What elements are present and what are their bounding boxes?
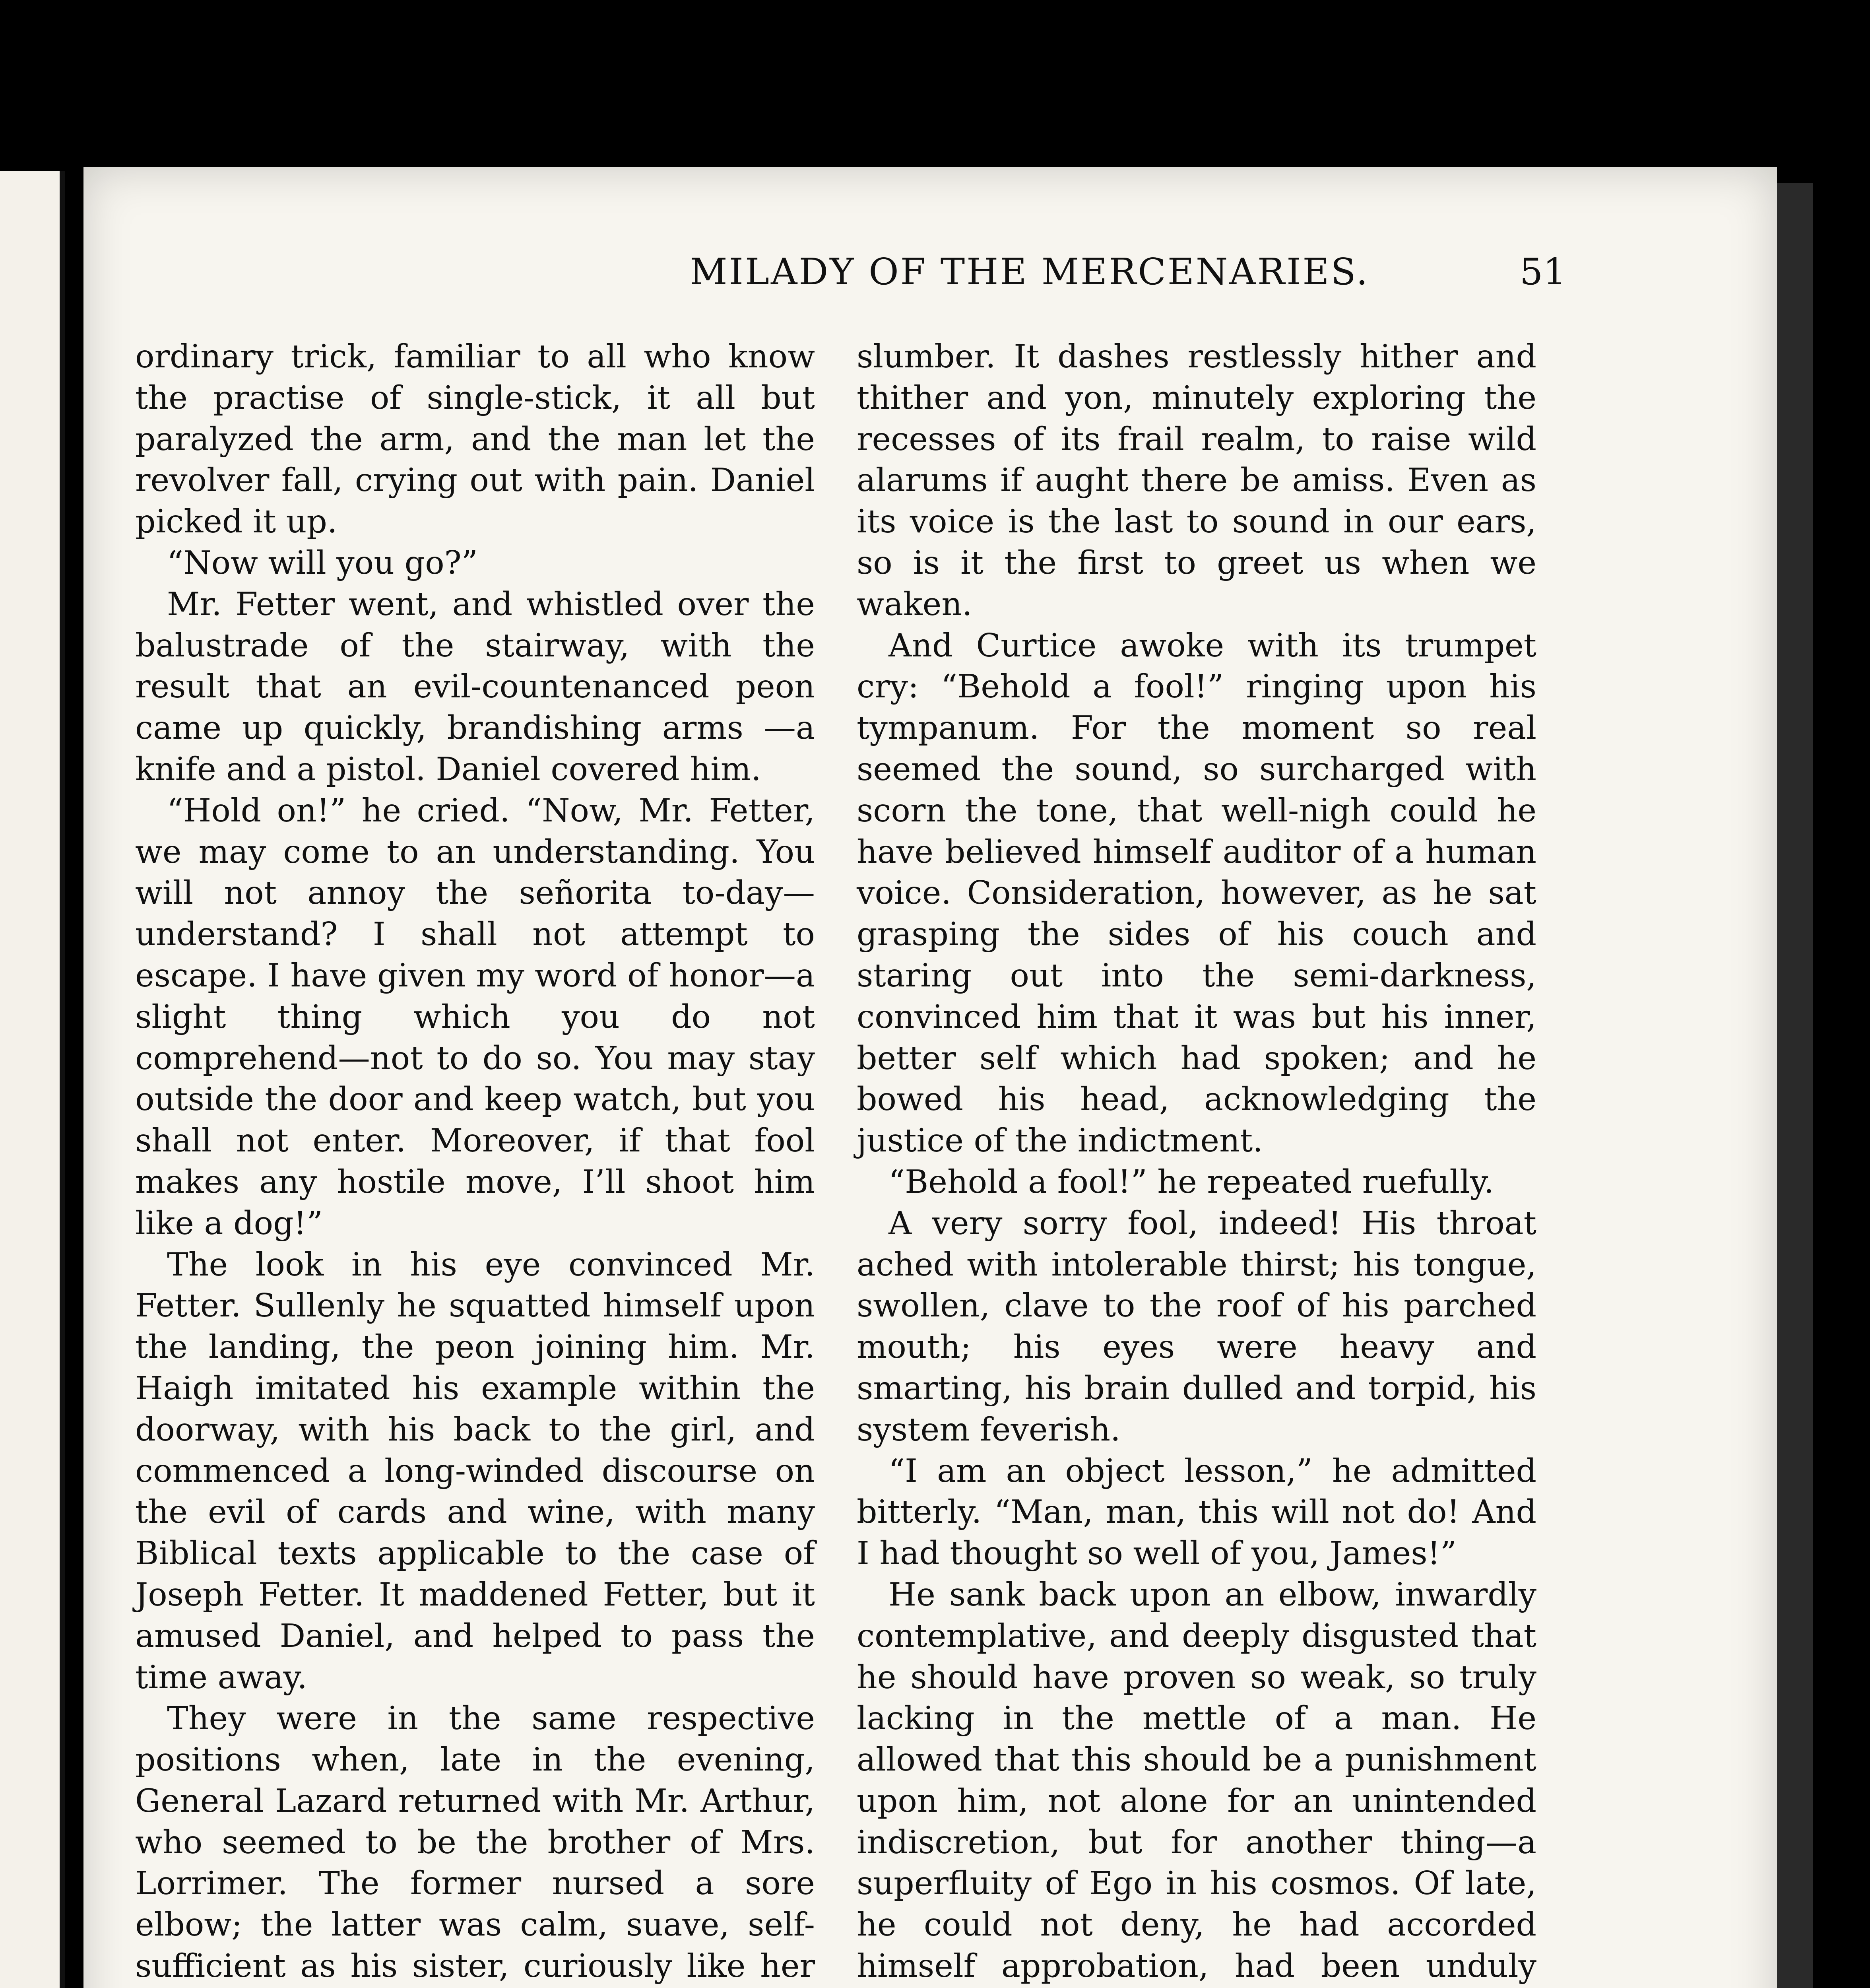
book-binding-edge xyxy=(1777,183,1813,1988)
paragraph: “Hold on!” he cried. “Now, Mr. Fetter, we may come to an understanding. You will not annoy the señorita to-day—understand? I shall not attempt to escape. I have given my word of honor—a slight thing which you do not comprehend—not to do so. You may stay outside the door and keep watch, but you shall not enter. Moreover, if that fool makes any hostile move, I’ll shoot him like a dog!” xyxy=(135,791,815,1242)
paragraph: A very sorry fool, indeed! His throat ached with intolerable thirst; his tongue, swollen, clave to the roof of his parched mouth; his eyes were heavy and smarting, his brain dulled and torpid, his system feverish. xyxy=(857,1204,1536,1448)
page-number: 51 xyxy=(1519,250,1566,293)
paragraph: “I am an object lesson,” he admitted bitterly. “Man, man, this will not do! And I had thought so well of you, James!” xyxy=(857,1452,1536,1572)
paragraph: “Now will you go?” xyxy=(167,544,478,581)
paragraph: The look in his eye convinced Mr. Fetter. Sullenly he squatted himself upon the landing, the peon joining him. Mr. Haigh imitated his example within the doorway, with his back to the girl, and commenced a long-winded discourse on the evil of cards and wine, with many Biblical texts applicable to the case of Joseph Fetter. It maddened Fetter, but it amused Daniel, and helped to pass the time away. xyxy=(135,1245,815,1696)
paragraph: They were in the same respective positions when, late in the evening, General Lazard returned with Mr. Arthur, who seemed to be the brother of Mrs. Lorrimer. The former nursed a sore elbow; the latter was calm, suave, self-sufficient as his sister, curiously like her xyxy=(135,1699,815,1985)
paragraph: He sank back upon an elbow, inwardly contemplative, and deeply disgusted that he should have proven so weak, so truly lacking in the mettle of a man. He allowed that this should be a punishment upon him, not alone for an unintended indiscretion, but for another thing—a superfluity of Ego in his cosmos. Of late, he could not deny, he had accorded himself approbation, had been unduly xyxy=(857,1575,1536,1985)
paragraph: And Curtice awoke with its trumpet cry: “Behold a fool!” ringing upon his tympanum. For the moment so real seemed the sound, so surcharged with scorn the tone, that well-nigh could he have believed himself auditor of a human voice. Consideration, however, as he sat grasping the sides of his couch and staring out into the semi-darkness, convinced him that it was but his inner, better self which had spoken; and he bowed his head, acknowledging the justice of the indictment. xyxy=(857,626,1536,1159)
adjacent-page-edge xyxy=(0,171,65,1988)
paragraph: Mr. Fetter went, and whistled over the balustrade of the stairway, with the result that an evil-countenanced peon came up quickly, brandishing arms —a knife and a pistol. Daniel covered him. xyxy=(135,585,815,788)
right-column xyxy=(857,336,1536,1988)
left-column xyxy=(135,336,815,1988)
paragraph: slumber. It dashes restlessly hither and thither and yon, minutely exploring the recesses of its frail realm, to raise wild alarums if aught there be amiss. Even as its voice is the last to sound in our ears, so is it the first to greet us when we waken. xyxy=(857,338,1536,623)
paragraph: “Behold a fool!” he repeated ruefully. xyxy=(888,1163,1494,1200)
paragraph: ordinary trick, familiar to all who know the practise of single-stick, it all but paralyzed the arm, and the man let the revolver fall, crying out with pain. Daniel picked it up. xyxy=(135,338,815,540)
running-head: MILADY OF THE MERCENARIES. xyxy=(690,250,1370,293)
